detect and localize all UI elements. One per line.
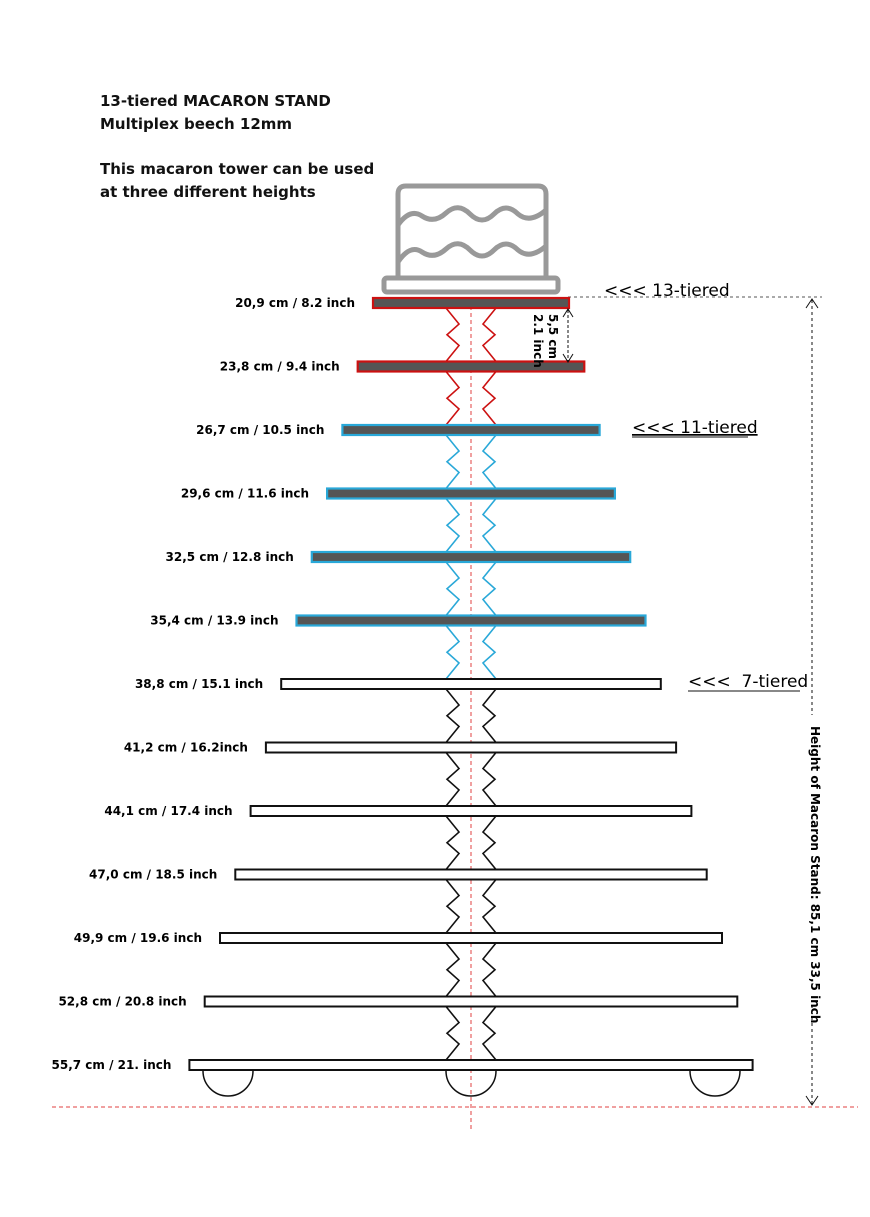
tier-label-6: 35,4 cm / 13.9 inch (150, 613, 279, 628)
cake-icon (384, 186, 558, 292)
tier-board-11 (220, 933, 722, 943)
wheel-right (690, 1071, 740, 1096)
callout-group (604, 281, 808, 692)
height-dimension (806, 299, 822, 1105)
tier-label-5: 32,5 cm / 12.8 inch (165, 550, 294, 564)
tier-board-9 (251, 806, 692, 816)
tier-board-1 (373, 298, 569, 308)
tier-label-10: 47,0 cm / 18.5 inch (89, 867, 218, 882)
title-line-1: 13-tiered MACARON STAND (100, 92, 331, 110)
tier-board-2 (358, 362, 585, 372)
tier-label-9: 44,1 cm / 17.4 inch (104, 804, 233, 818)
title-line-4: at three different heights (100, 183, 316, 201)
tier-group (52, 296, 753, 1072)
tier-label-7: 38,8 cm / 15.1 inch (134, 677, 264, 691)
tier-label-1: 20,9 cm / 8.2 inch (235, 296, 355, 310)
tier-board-13 (189, 1060, 752, 1070)
tier-board-4 (327, 489, 615, 499)
tier-board-6 (297, 616, 646, 626)
callout-11-tiered: <<< 11-tiered (632, 418, 758, 438)
tier-label-4: 29,6 cm / 11.6 inch (180, 486, 310, 501)
tier-board-5 (312, 552, 630, 562)
tier-board-10 (235, 870, 706, 880)
tier-board-3 (342, 425, 599, 435)
spacing-dimension (531, 309, 573, 368)
spacing-inch-label: 2.1 inch (531, 314, 545, 368)
height-label: Height of Macaron Stand: 85,1 cm 33,5 inch (808, 726, 822, 1024)
tier-label-2: 23,8 cm / 9.4 inch (219, 359, 340, 374)
spacing-cm-label: 5,5 cm (546, 314, 560, 360)
title-line-3: This macaron tower can be used (100, 160, 375, 178)
tier-label-8: 41,2 cm / 16.2inch (123, 740, 248, 755)
tier-label-3: 26,7 cm / 10.5 inch (196, 423, 325, 437)
tier-board-7 (281, 679, 661, 689)
tier-label-13: 55,7 cm / 21. inch (51, 1058, 172, 1072)
callout-7-tiered: <<< 7-tiered (688, 672, 809, 692)
title-line-2: Multiplex beech 12mm (100, 115, 293, 133)
tier-board-8 (266, 743, 676, 753)
callout-13-tiered: <<< 13-tiered (604, 281, 730, 301)
tier-label-12: 52,8 cm / 20.8 inch (58, 994, 187, 1009)
tier-label-11: 49,9 cm / 19.6 inch (73, 931, 202, 945)
tier-board-12 (205, 997, 738, 1007)
wheel-left (203, 1071, 253, 1096)
